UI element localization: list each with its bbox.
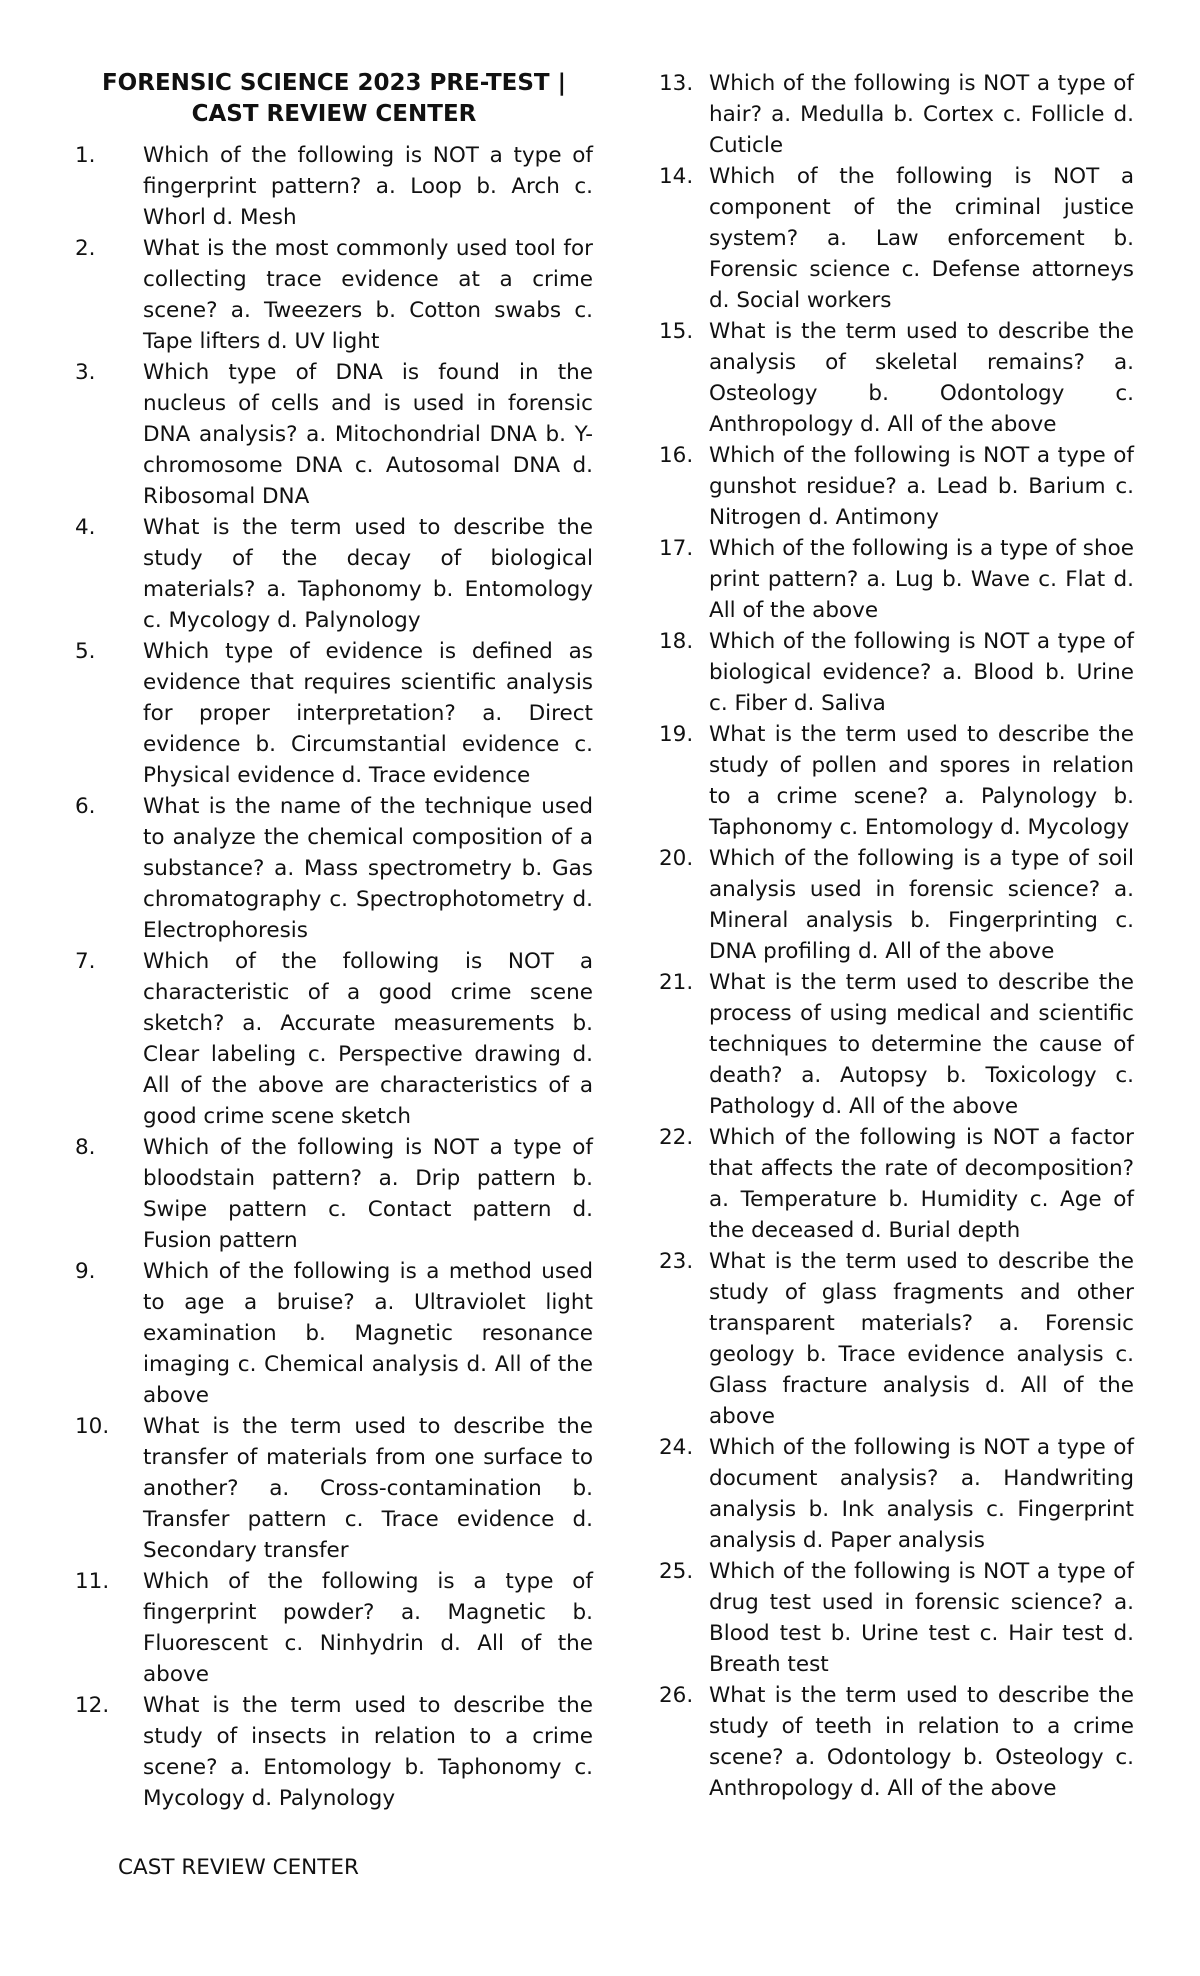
- question-text: Which of the following is NOT a component of the criminal justice system? a. Law enforcement b. Forensic science c. Defense attorneys d. Social workers: [709, 164, 1134, 313]
- question-text: What is the term used to describe the study of the decay of biological materials? a. Taphonomy b. Entomology c. Mycology d. Palynology: [143, 515, 593, 633]
- question-text: What is the term used to describe the analysis of skeletal remains? a. Osteology b. Odontology c. Anthropology d. All of the above: [709, 319, 1134, 437]
- question-item: [75, 233, 593, 357]
- question-item: [659, 1122, 1134, 1246]
- question-text: What is the term used to describe the process of using medical and scientific techniques to determine the cause of death? a. Autopsy b. Toxicology c. Pathology d. All of the above: [709, 970, 1134, 1119]
- question-number: 21.: [659, 970, 694, 995]
- question-number: 8.: [75, 1135, 96, 1160]
- question-number: 6.: [75, 794, 96, 819]
- question-number: 25.: [659, 1559, 694, 1584]
- question-item: [659, 1246, 1134, 1432]
- question-text: What is the most commonly used tool for collecting trace evidence at a crime scene? a. Tweezers b. Cotton swabs c. Tape lifters d. UV light: [143, 236, 593, 354]
- question-item: [75, 791, 593, 946]
- question-text: Which of the following is NOT a factor that affects the rate of decomposition? a. Temperature b. Humidity c. Age of the deceased d. Burial depth: [709, 1125, 1134, 1243]
- question-item: [75, 1411, 593, 1566]
- question-item: [659, 440, 1134, 533]
- question-number: 16.: [659, 443, 694, 468]
- question-text: Which of the following is NOT a type of document analysis? a. Handwriting analysis b. Ink analysis c. Fingerprint analysis d. Paper analysis: [709, 1435, 1134, 1553]
- question-item: [659, 967, 1134, 1122]
- question-text: Which type of DNA is found in the nucleus of cells and is used in forensic DNA analysis? a. Mitochondrial DNA b. Y-chromosome DNA c. Autosomal DNA d. Ribosomal DNA: [143, 360, 593, 509]
- question-text: Which of the following is NOT a type of biological evidence? a. Blood b. Urine c. Fiber d. Saliva: [709, 629, 1134, 716]
- question-item: [75, 946, 593, 1132]
- question-number: 9.: [75, 1259, 96, 1284]
- question-text: What is the term used to describe the study of teeth in relation to a crime scene? a. Odontology b. Osteology c. Anthropology d. All of the above: [709, 1683, 1134, 1801]
- question-text: Which type of evidence is defined as evidence that requires scientific analysis for proper interpretation? a. Direct evidence b. Circumstantial evidence c. Physical evidence d. Trace evidence: [143, 639, 593, 788]
- question-number: 3.: [75, 360, 96, 385]
- question-item: [659, 161, 1134, 316]
- question-item: [659, 1432, 1134, 1556]
- question-text: What is the term used to describe the transfer of materials from one surface to another? a. Cross-contamination b. Transfer pattern c. Trace evidence d. Secondary transfer: [143, 1414, 593, 1563]
- question-number: 22.: [659, 1125, 694, 1150]
- right-column: [659, 68, 1134, 1804]
- question-list-right: [659, 68, 1134, 1804]
- question-number: 11.: [75, 1569, 110, 1594]
- question-number: 2.: [75, 236, 96, 261]
- question-item: [75, 140, 593, 233]
- question-item: [659, 316, 1134, 440]
- question-number: 14.: [659, 164, 694, 189]
- question-item: [659, 843, 1134, 967]
- question-text: What is the term used to describe the study of glass fragments and other transparent materials? a. Forensic geology b. Trace evidence analysis c. Glass fracture analysis d. All of the above: [709, 1249, 1134, 1429]
- question-item: [75, 512, 593, 636]
- question-number: 1.: [75, 143, 96, 168]
- page-title: FORENSIC SCIENCE 2023 PRE-TEST | CAST REVIEW CENTER: [101, 70, 567, 127]
- question-text: Which of the following is NOT a type of bloodstain pattern? a. Drip pattern b. Swipe pattern c. Contact pattern d. Fusion pattern: [143, 1135, 593, 1253]
- question-number: 17.: [659, 536, 694, 561]
- question-list-left: [75, 140, 593, 1814]
- question-item: [659, 533, 1134, 626]
- question-number: 26.: [659, 1683, 694, 1708]
- question-text: Which of the following is NOT a type of fingerprint pattern? a. Loop b. Arch c. Whorl d. Mesh: [143, 143, 593, 230]
- question-text: Which of the following is a method used to age a bruise? a. Ultraviolet light examination b. Magnetic resonance imaging c. Chemical analysis d. All of the above: [143, 1259, 593, 1408]
- question-item: [75, 1566, 593, 1690]
- question-text: Which of the following is NOT a characteristic of a good crime scene sketch? a. Accurate measurements b. Clear labeling c. Perspective drawing d. All of the above are characteristics of a good crime scene sketch: [143, 949, 593, 1129]
- question-text: Which of the following is NOT a type of gunshot residue? a. Lead b. Barium c. Nitrogen d. Antimony: [709, 443, 1134, 530]
- question-number: 12.: [75, 1693, 110, 1718]
- page-footer: CAST REVIEW CENTER: [118, 1855, 359, 1880]
- question-item: [659, 719, 1134, 843]
- question-text: What is the name of the technique used to analyze the chemical composition of a substance? a. Mass spectrometry b. Gas chromatography c. Spectrophotometry d. Electrophoresis: [143, 794, 593, 943]
- question-text: Which of the following is NOT a type of hair? a. Medulla b. Cortex c. Follicle d. Cuticle: [709, 71, 1134, 158]
- question-number: 5.: [75, 639, 96, 664]
- question-item: [659, 68, 1134, 161]
- question-item: [659, 1556, 1134, 1680]
- question-number: 24.: [659, 1435, 694, 1460]
- question-number: 13.: [659, 71, 694, 96]
- question-text: Which of the following is a type of fingerprint powder? a. Magnetic b. Fluorescent c. Ninhydrin d. All of the above: [143, 1569, 593, 1687]
- question-number: 18.: [659, 629, 694, 654]
- question-number: 7.: [75, 949, 96, 974]
- question-text: What is the term used to describe the study of pollen and spores in relation to a crime scene? a. Palynology b. Taphonomy c. Entomology d. Mycology: [709, 722, 1134, 840]
- question-text: Which of the following is a type of shoe print pattern? a. Lug b. Wave c. Flat d. All of the above: [709, 536, 1134, 623]
- question-number: 19.: [659, 722, 694, 747]
- left-column: [75, 68, 593, 1814]
- question-item: [75, 1132, 593, 1256]
- question-item: [659, 1680, 1134, 1804]
- question-number: 20.: [659, 846, 694, 871]
- question-item: [659, 626, 1134, 719]
- question-number: 10.: [75, 1414, 110, 1439]
- question-number: 4.: [75, 515, 96, 540]
- question-text: Which of the following is a type of soil analysis used in forensic science? a. Mineral analysis b. Fingerprinting c. DNA profiling d. All of the above: [709, 846, 1134, 964]
- question-text: Which of the following is NOT a type of drug test used in forensic science? a. Blood test b. Urine test c. Hair test d. Breath test: [709, 1559, 1134, 1677]
- question-item: [75, 1256, 593, 1411]
- question-item: [75, 636, 593, 791]
- question-item: [75, 357, 593, 512]
- question-number: 23.: [659, 1249, 694, 1274]
- question-item: [75, 1690, 593, 1814]
- question-number: 15.: [659, 319, 694, 344]
- question-text: What is the term used to describe the study of insects in relation to a crime scene? a. Entomology b. Taphonomy c. Mycology d. Palynology: [143, 1693, 593, 1811]
